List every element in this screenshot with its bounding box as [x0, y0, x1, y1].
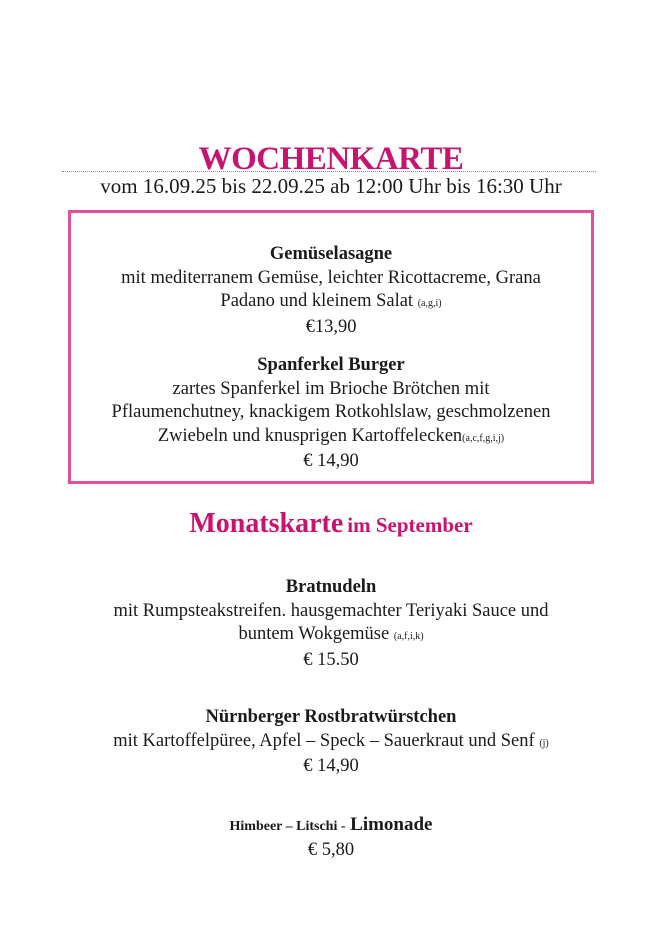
dish-description-text: mit Kartoffelpüree, Apfel – Speck – Sauerkraut und Senf	[113, 730, 535, 751]
drink-name-line	[0, 813, 662, 839]
dish-price: € 14,90	[303, 756, 359, 776]
monthly-dish-1	[0, 576, 662, 672]
drink-price: € 5,80	[307, 839, 355, 860]
dish-name: Nürnberger Rostbratwürstchen	[205, 707, 457, 727]
dish-description: Pflaumenchutney, knackigem Rotkohlslaw, geschmolzenen	[111, 402, 551, 422]
allergen-codes: (a,c,f,g,i,j)	[462, 432, 505, 444]
monthly-heading-sub: im September	[347, 513, 473, 537]
drink-item	[0, 813, 662, 862]
dish-description: zartes Spanferkel im Brioche Brötchen mit	[172, 378, 490, 399]
monthly-heading-main: Monatskarte	[189, 508, 344, 539]
drink-prefix: Himbeer – Litschi -	[229, 819, 346, 834]
dish-description: mit Rumpsteakstreifen. hausgemachter Teriyaki Sauce und	[113, 600, 549, 621]
allergen-codes: (a,f,i,k)	[393, 631, 424, 642]
monthly-heading	[0, 506, 662, 546]
weekly-dish-1	[0, 243, 662, 339]
dish-price: €13,90	[305, 316, 357, 337]
date-range: vom 16.09.25 bis 22.09.25 ab 12:00 Uhr bis 16:30 Uhr	[100, 174, 562, 198]
weekly-dish-2	[0, 354, 662, 474]
dish-description-cont	[0, 290, 662, 316]
dish-description: mit mediterranem Gemüse, leichter Ricottacreme, Grana	[121, 267, 541, 288]
dish-name: Spanferkel Burger	[257, 355, 405, 375]
dish-description-cont	[0, 425, 662, 451]
dish-name: Bratnudeln	[285, 577, 377, 597]
dish-description-cont	[0, 730, 662, 756]
page-title: WOCHENKARTE	[198, 141, 464, 177]
allergen-codes: (a,g,i)	[417, 298, 442, 309]
dish-price: € 15.50	[303, 649, 359, 670]
dish-description-text: Zwiebeln und knusprigen Kartoffelecken	[157, 425, 463, 446]
drink-name: Limonade	[350, 814, 433, 835]
dish-price: € 14,90	[303, 451, 359, 471]
monthly-dish-2	[0, 706, 662, 779]
dish-description-cont	[0, 623, 662, 649]
dish-name: Gemüselasagne	[269, 244, 393, 264]
dish-description-text: buntem Wokgemüse	[238, 624, 390, 644]
allergen-codes: (j)	[539, 737, 549, 749]
dish-description-text: Padano und kleinem Salat	[220, 291, 414, 311]
